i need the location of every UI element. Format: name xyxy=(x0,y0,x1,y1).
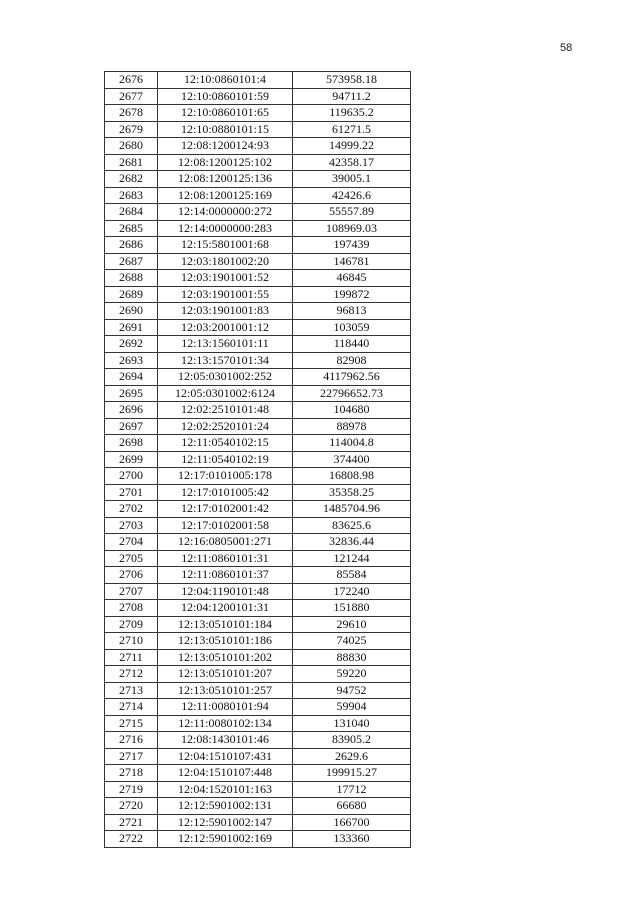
table-row xyxy=(105,171,411,188)
row-index-cell: 2712 xyxy=(105,666,158,683)
table-row xyxy=(105,517,411,534)
value-cell: 59904 xyxy=(293,699,411,716)
value-cell: 114004.8 xyxy=(293,435,411,452)
cadastral-number-cell: 12:08:1200124:93 xyxy=(158,138,293,155)
table-row xyxy=(105,534,411,551)
value-cell: 108969.03 xyxy=(293,220,411,237)
cadastral-number-cell: 12:14:0000000:272 xyxy=(158,204,293,221)
cadastral-number-cell: 12:03:2001001:12 xyxy=(158,319,293,336)
table-row xyxy=(105,72,411,89)
table-row xyxy=(105,286,411,303)
cadastral-number-cell: 12:16:0805001:271 xyxy=(158,534,293,551)
cadastral-number-cell: 12:10:0880101:15 xyxy=(158,121,293,138)
cadastral-number-cell: 12:17:0102001:58 xyxy=(158,517,293,534)
table-row xyxy=(105,583,411,600)
value-cell: 118440 xyxy=(293,336,411,353)
cadastral-number-cell: 12:12:5901002:147 xyxy=(158,814,293,831)
row-index-cell: 2694 xyxy=(105,369,158,386)
row-index-cell: 2691 xyxy=(105,319,158,336)
cadastral-number-cell: 12:14:0000000:283 xyxy=(158,220,293,237)
table-row xyxy=(105,154,411,171)
cadastral-number-cell: 12:12:5901002:169 xyxy=(158,831,293,848)
row-index-cell: 2710 xyxy=(105,633,158,650)
cadastral-number-cell: 12:13:0510101:202 xyxy=(158,649,293,666)
cadastral-number-cell: 12:03:1901001:83 xyxy=(158,303,293,320)
value-cell: 172240 xyxy=(293,583,411,600)
row-index-cell: 2709 xyxy=(105,616,158,633)
value-cell: 17712 xyxy=(293,781,411,798)
value-cell: 94752 xyxy=(293,682,411,699)
cadastral-number-cell: 12:08:1430101:46 xyxy=(158,732,293,749)
value-cell: 55557.89 xyxy=(293,204,411,221)
row-index-cell: 2690 xyxy=(105,303,158,320)
table-row xyxy=(105,682,411,699)
value-cell: 14999.22 xyxy=(293,138,411,155)
value-cell: 199915.27 xyxy=(293,765,411,782)
value-cell: 121244 xyxy=(293,550,411,567)
value-cell: 4117962.56 xyxy=(293,369,411,386)
cadastral-number-cell: 12:11:0860101:37 xyxy=(158,567,293,584)
cadastral-number-cell: 12:15:5801001:68 xyxy=(158,237,293,254)
table-row xyxy=(105,385,411,402)
value-cell: 2629.6 xyxy=(293,748,411,765)
table-row xyxy=(105,484,411,501)
row-index-cell: 2676 xyxy=(105,72,158,89)
cadastral-number-cell: 12:13:1570101:34 xyxy=(158,352,293,369)
value-cell: 151880 xyxy=(293,600,411,617)
table-row xyxy=(105,715,411,732)
table-row xyxy=(105,468,411,485)
row-index-cell: 2716 xyxy=(105,732,158,749)
value-cell: 74025 xyxy=(293,633,411,650)
cadastral-number-cell: 12:10:0860101:65 xyxy=(158,105,293,122)
value-cell: 573958.18 xyxy=(293,72,411,89)
table-row xyxy=(105,204,411,221)
row-index-cell: 2693 xyxy=(105,352,158,369)
table-row xyxy=(105,699,411,716)
row-index-cell: 2696 xyxy=(105,402,158,419)
row-index-cell: 2697 xyxy=(105,418,158,435)
row-index-cell: 2677 xyxy=(105,88,158,105)
cadastral-number-cell: 12:02:2510101:48 xyxy=(158,402,293,419)
table-row xyxy=(105,88,411,105)
row-index-cell: 2685 xyxy=(105,220,158,237)
value-cell: 103059 xyxy=(293,319,411,336)
cadastral-number-cell: 12:08:1200125:136 xyxy=(158,171,293,188)
cadastral-number-cell: 12:10:0860101:59 xyxy=(158,88,293,105)
table-row xyxy=(105,187,411,204)
row-index-cell: 2687 xyxy=(105,253,158,270)
table-row xyxy=(105,418,411,435)
table-row xyxy=(105,402,411,419)
value-cell: 61271.5 xyxy=(293,121,411,138)
cadastral-number-cell: 12:02:2520101:24 xyxy=(158,418,293,435)
cadastral-number-cell: 12:08:1200125:102 xyxy=(158,154,293,171)
row-index-cell: 2688 xyxy=(105,270,158,287)
table-row xyxy=(105,616,411,633)
row-index-cell: 2701 xyxy=(105,484,158,501)
row-index-cell: 2713 xyxy=(105,682,158,699)
cadastral-number-cell: 12:13:1560101:11 xyxy=(158,336,293,353)
table-row xyxy=(105,435,411,452)
value-cell: 119635.2 xyxy=(293,105,411,122)
value-cell: 39005.1 xyxy=(293,171,411,188)
cadastral-number-cell: 12:04:1510107:448 xyxy=(158,765,293,782)
row-index-cell: 2720 xyxy=(105,798,158,815)
value-cell: 146781 xyxy=(293,253,411,270)
value-cell: 88978 xyxy=(293,418,411,435)
table-row xyxy=(105,336,411,353)
cadastral-number-cell: 12:12:5901002:131 xyxy=(158,798,293,815)
table-row xyxy=(105,633,411,650)
table-row xyxy=(105,138,411,155)
row-index-cell: 2689 xyxy=(105,286,158,303)
cadastral-number-cell: 12:11:0080101:94 xyxy=(158,699,293,716)
value-cell: 104680 xyxy=(293,402,411,419)
cadastral-number-cell: 12:05:0301002:6124 xyxy=(158,385,293,402)
cadastral-number-cell: 12:13:0510101:184 xyxy=(158,616,293,633)
cadastral-number-cell: 12:13:0510101:186 xyxy=(158,633,293,650)
row-index-cell: 2686 xyxy=(105,237,158,254)
value-cell: 59220 xyxy=(293,666,411,683)
row-index-cell: 2711 xyxy=(105,649,158,666)
table-row xyxy=(105,567,411,584)
value-cell: 29610 xyxy=(293,616,411,633)
value-cell: 42358.17 xyxy=(293,154,411,171)
table-row xyxy=(105,352,411,369)
value-cell: 94711.2 xyxy=(293,88,411,105)
value-cell: 83625.6 xyxy=(293,517,411,534)
table-row xyxy=(105,649,411,666)
value-cell: 374400 xyxy=(293,451,411,468)
row-index-cell: 2704 xyxy=(105,534,158,551)
row-index-cell: 2698 xyxy=(105,435,158,452)
value-cell: 131040 xyxy=(293,715,411,732)
table-row xyxy=(105,237,411,254)
table-row xyxy=(105,748,411,765)
table-row xyxy=(105,105,411,122)
table-row xyxy=(105,270,411,287)
table-row xyxy=(105,501,411,518)
row-index-cell: 2717 xyxy=(105,748,158,765)
row-index-cell: 2719 xyxy=(105,781,158,798)
table-row xyxy=(105,814,411,831)
table-row xyxy=(105,550,411,567)
value-cell: 85584 xyxy=(293,567,411,584)
value-cell: 82908 xyxy=(293,352,411,369)
value-cell: 197439 xyxy=(293,237,411,254)
value-cell: 88830 xyxy=(293,649,411,666)
row-index-cell: 2682 xyxy=(105,171,158,188)
value-cell: 166700 xyxy=(293,814,411,831)
cadastral-number-cell: 12:11:0080102:134 xyxy=(158,715,293,732)
data-table xyxy=(104,71,411,848)
row-index-cell: 2705 xyxy=(105,550,158,567)
row-index-cell: 2695 xyxy=(105,385,158,402)
row-index-cell: 2718 xyxy=(105,765,158,782)
cadastral-number-cell: 12:05:0301002:252 xyxy=(158,369,293,386)
row-index-cell: 2702 xyxy=(105,501,158,518)
row-index-cell: 2722 xyxy=(105,831,158,848)
cadastral-number-cell: 12:17:0101005:42 xyxy=(158,484,293,501)
table-row xyxy=(105,220,411,237)
cadastral-number-cell: 12:17:0102001:42 xyxy=(158,501,293,518)
value-cell: 32836.44 xyxy=(293,534,411,551)
table-row xyxy=(105,319,411,336)
table-body xyxy=(105,72,411,848)
table-row xyxy=(105,781,411,798)
table-row xyxy=(105,121,411,138)
cadastral-number-cell: 12:11:0860101:31 xyxy=(158,550,293,567)
page-number: 58 xyxy=(560,42,573,54)
cadastral-number-cell: 12:04:1520101:163 xyxy=(158,781,293,798)
cadastral-number-cell: 12:03:1801002:20 xyxy=(158,253,293,270)
value-cell: 133360 xyxy=(293,831,411,848)
table-row xyxy=(105,451,411,468)
cadastral-number-cell: 12:04:1190101:48 xyxy=(158,583,293,600)
row-index-cell: 2692 xyxy=(105,336,158,353)
cadastral-number-cell: 12:13:0510101:257 xyxy=(158,682,293,699)
cadastral-number-cell: 12:10:0860101:4 xyxy=(158,72,293,89)
value-cell: 66680 xyxy=(293,798,411,815)
cadastral-number-cell: 12:17:0101005:178 xyxy=(158,468,293,485)
row-index-cell: 2706 xyxy=(105,567,158,584)
value-cell: 83905.2 xyxy=(293,732,411,749)
row-index-cell: 2680 xyxy=(105,138,158,155)
cadastral-number-cell: 12:08:1200125:169 xyxy=(158,187,293,204)
row-index-cell: 2703 xyxy=(105,517,158,534)
row-index-cell: 2714 xyxy=(105,699,158,716)
row-index-cell: 2708 xyxy=(105,600,158,617)
cadastral-number-cell: 12:11:0540102:19 xyxy=(158,451,293,468)
value-cell: 22796652.73 xyxy=(293,385,411,402)
table-row xyxy=(105,765,411,782)
value-cell: 16808.98 xyxy=(293,468,411,485)
table-row xyxy=(105,732,411,749)
row-index-cell: 2678 xyxy=(105,105,158,122)
cadastral-number-cell: 12:03:1901001:52 xyxy=(158,270,293,287)
table-row xyxy=(105,831,411,848)
cadastral-number-cell: 12:04:1510107:431 xyxy=(158,748,293,765)
value-cell: 42426.6 xyxy=(293,187,411,204)
row-index-cell: 2679 xyxy=(105,121,158,138)
cadastral-number-cell: 12:13:0510101:207 xyxy=(158,666,293,683)
table-row xyxy=(105,798,411,815)
row-index-cell: 2699 xyxy=(105,451,158,468)
row-index-cell: 2721 xyxy=(105,814,158,831)
row-index-cell: 2684 xyxy=(105,204,158,221)
table-row xyxy=(105,303,411,320)
value-cell: 96813 xyxy=(293,303,411,320)
table-row xyxy=(105,600,411,617)
table-row xyxy=(105,666,411,683)
value-cell: 199872 xyxy=(293,286,411,303)
row-index-cell: 2707 xyxy=(105,583,158,600)
table-row xyxy=(105,253,411,270)
cadastral-number-cell: 12:04:1200101:31 xyxy=(158,600,293,617)
table-row xyxy=(105,369,411,386)
row-index-cell: 2700 xyxy=(105,468,158,485)
row-index-cell: 2715 xyxy=(105,715,158,732)
cadastral-number-cell: 12:11:0540102:15 xyxy=(158,435,293,452)
value-cell: 46845 xyxy=(293,270,411,287)
cadastral-number-cell: 12:03:1901001:55 xyxy=(158,286,293,303)
row-index-cell: 2681 xyxy=(105,154,158,171)
row-index-cell: 2683 xyxy=(105,187,158,204)
value-cell: 1485704.96 xyxy=(293,501,411,518)
value-cell: 35358.25 xyxy=(293,484,411,501)
